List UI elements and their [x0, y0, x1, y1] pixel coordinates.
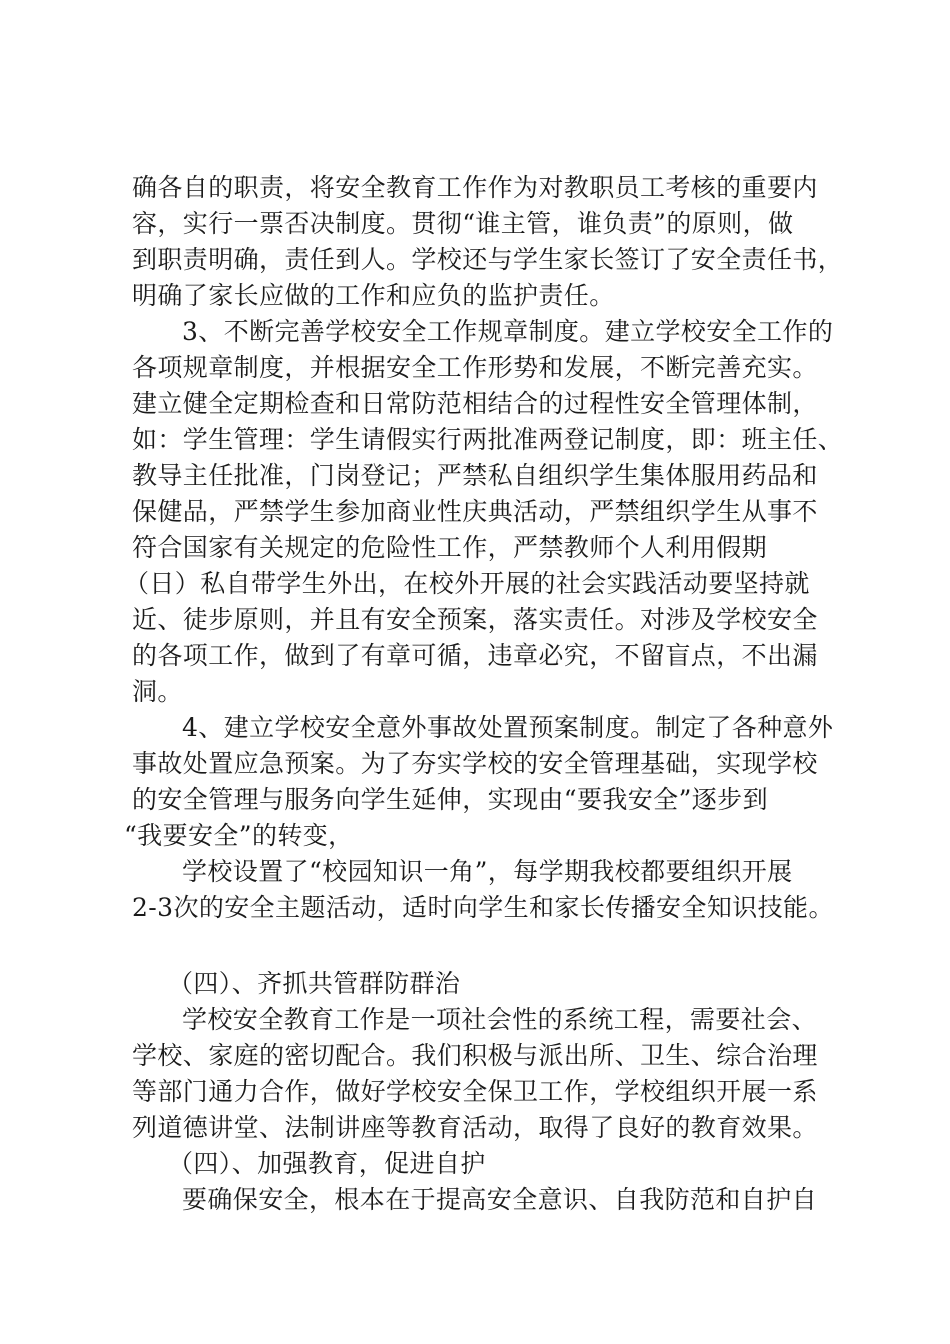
text-line: “我要安全”的转变，	[124, 821, 354, 850]
text-line: 学校安全教育工作是一项社会性的系统工程，需要社会、	[182, 1005, 818, 1034]
text-line: 2-3次的安全主题活动，适时向学生和家长传播安全知识技能。	[132, 893, 834, 922]
text-line: 近、徒步原则，并且有安全预案，落实责任。对涉及学校安全	[132, 605, 818, 634]
text-line: 教导主任批准，门岗登记；严禁私自组织学生集体服用药品和	[132, 461, 818, 490]
text-line: 建立健全定期检查和日常防范相结合的过程性安全管理体制，	[132, 389, 818, 418]
text-line: 4、建立学校安全意外事故处置预案制度。制定了各种意外	[182, 713, 834, 742]
text-line: 到职责明确，责任到人。学校还与学生家长签订了安全责任书，	[132, 245, 844, 274]
text-line: 确各自的职责，将安全教育工作作为对教职员工考核的重要内	[132, 173, 818, 202]
text-line: 如：学生管理：学生请假实行两批准两登记制度，即：班主任、	[132, 425, 844, 454]
text-line: 学校、家庭的密切配合。我们积极与派出所、卫生、综合治理	[132, 1041, 818, 1070]
section-heading: （四）、加强教育，促进自护	[168, 1149, 486, 1178]
text-line: 明确了家长应做的工作和应负的监护责任。	[132, 281, 615, 310]
text-line: 洞。	[132, 677, 183, 706]
text-line: 事故处置应急预案。为了夯实学校的安全管理基础，实现学校	[132, 749, 818, 778]
text-line: （日）私自带学生外出，在校外开展的社会实践活动要坚持就	[124, 569, 810, 598]
text-line: 保健品，严禁学生参加商业性庆典活动，严禁组织学生从事不	[132, 497, 818, 526]
text-line: 学校设置了“校园知识一角”，每学期我校都要组织开展	[182, 857, 793, 886]
text-line: 的安全管理与服务向学生延伸，实现由“要我安全”逐步到	[132, 785, 768, 814]
text-line: 符合国家有关规定的危险性工作，严禁教师个人利用假期	[132, 533, 768, 562]
text-line: 要确保安全，根本在于提高安全意识、自我防范和自护自	[182, 1185, 818, 1214]
text-line: 3、不断完善学校安全工作规章制度。建立学校安全工作的	[182, 317, 834, 346]
text-line: 容，实行一票否决制度。贯彻“谁主管，谁负责”的原则，做	[132, 209, 794, 238]
text-line: 列道德讲堂、法制讲座等教育活动，取得了良好的教育效果。	[132, 1113, 818, 1142]
text-line: 各项规章制度，并根据安全工作形势和发展，不断完善充实。	[132, 353, 818, 382]
text-line: 的各项工作，做到了有章可循，违章必究，不留盲点，不出漏	[132, 641, 818, 670]
section-heading: （四）、齐抓共管群防群治	[168, 969, 461, 998]
text-line: 等部门通力合作，做好学校安全保卫工作，学校组织开展一系	[132, 1077, 818, 1106]
